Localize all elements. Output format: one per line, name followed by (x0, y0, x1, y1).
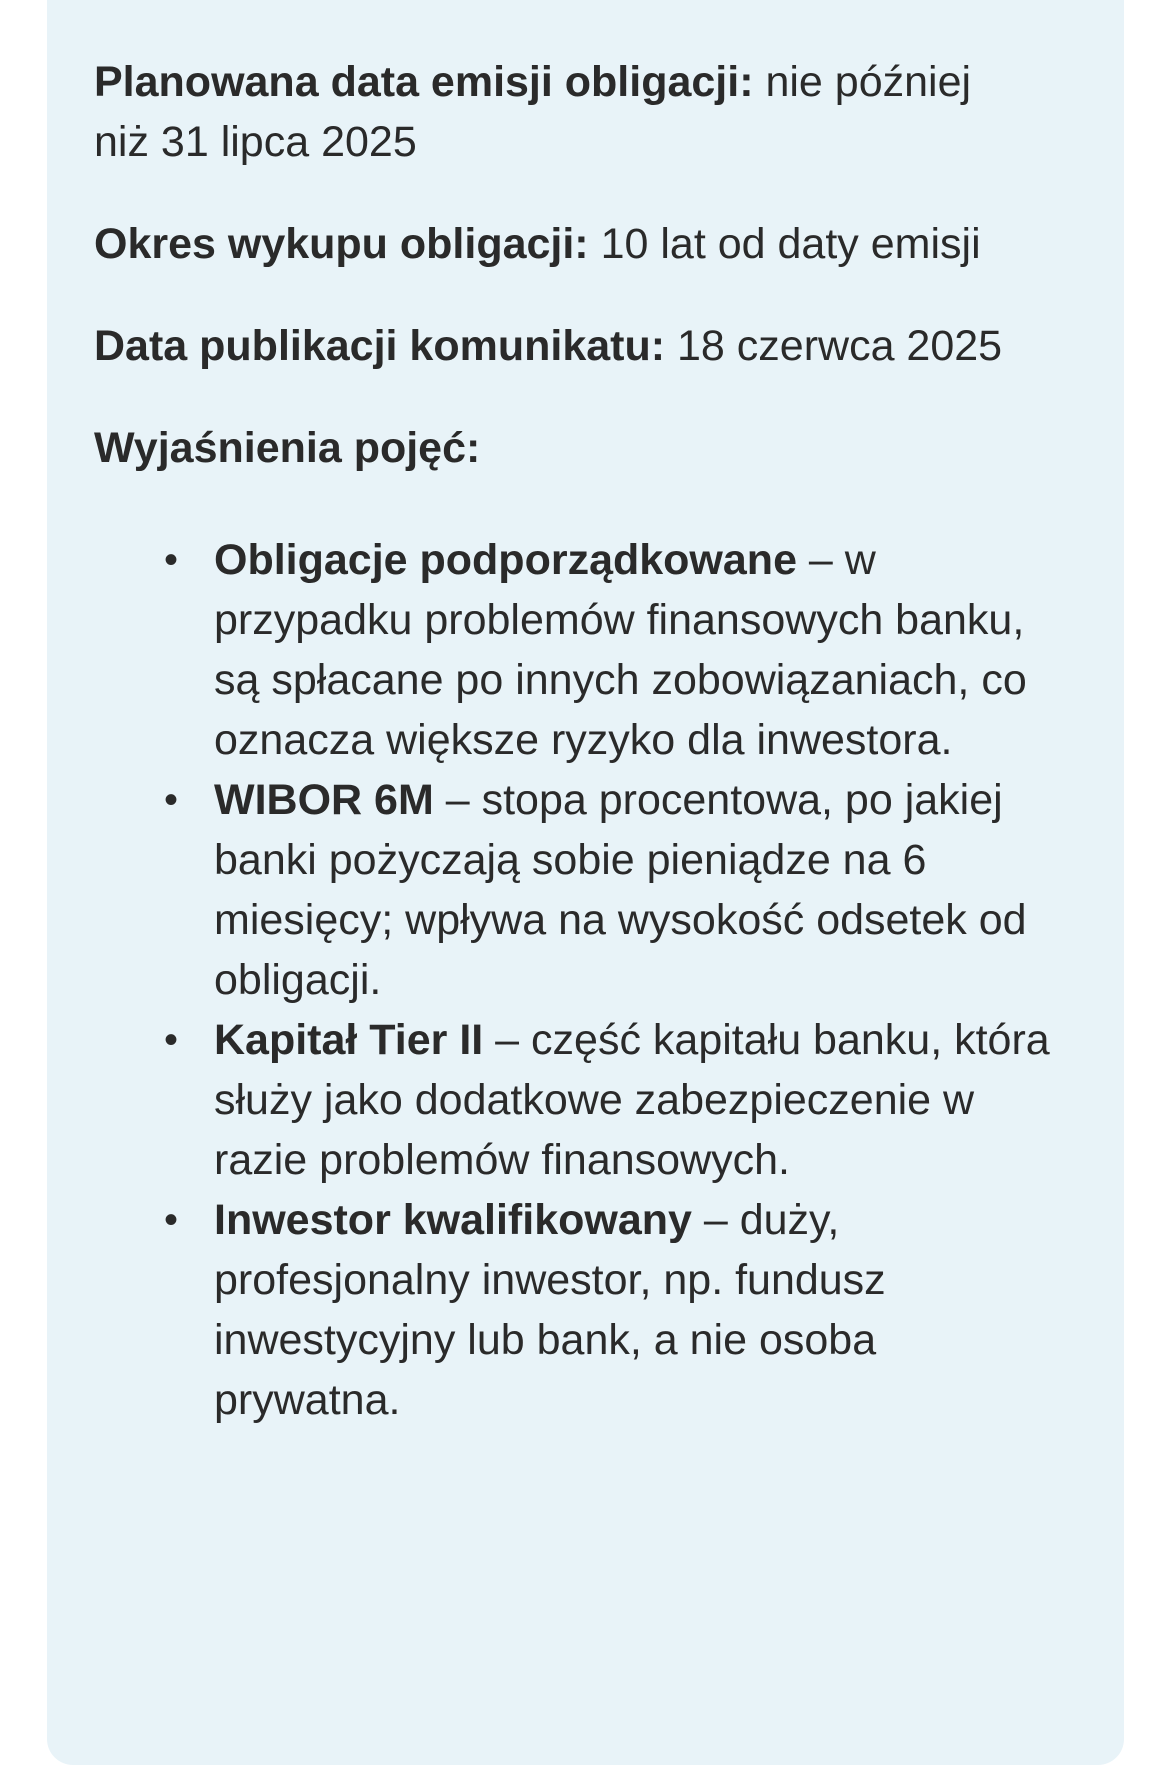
list-item (164, 770, 1064, 1010)
bullet-icon: • (164, 778, 179, 822)
term-definition: – w przypadku problemów finansowych banku, są spłacane po innych zobowiązaniach, co oznacza większe ryzyko dla inwestora. (214, 536, 1027, 764)
issue-date-value: nie później niż 31 lipca 2025 (94, 58, 972, 166)
maturity-paragraph (94, 214, 1014, 274)
term-definition: – duży, profesjonalny inwestor, np. fundusz inwestycyjny lub bank, a nie osoba prywatna. (214, 1196, 886, 1424)
list-item (164, 530, 1064, 770)
maturity-label: Okres wykupu obligacji: (94, 220, 589, 268)
glossary-heading: Wyjaśnienia pojęć: (94, 424, 481, 472)
term-definition: – stopa procentowa, po jakiej banki pożyczają sobie pieniądze na 6 miesięcy; wpływa na wysokość odsetek od obligacji. (214, 776, 1027, 1004)
term-name: Kapitał Tier II (214, 1016, 484, 1064)
bullet-icon: • (164, 1198, 179, 1242)
term-name: Inwestor kwalifikowany (214, 1196, 692, 1244)
list-item (164, 1010, 1064, 1190)
term-definition: – część kapitału banku, która służy jako dodatkowe zabezpieczenie w razie problemów finansowych. (214, 1016, 1050, 1184)
maturity-value: 10 lat od daty emisji (588, 220, 981, 268)
publication-date-label: Data publikacji komunikatu: (94, 322, 666, 370)
publication-date-paragraph (94, 316, 1014, 376)
glossary-list (94, 530, 1064, 1430)
issue-date-paragraph (94, 52, 1014, 172)
term-name: Obligacje podporządkowane (214, 536, 797, 584)
term-name: WIBOR 6M (214, 776, 434, 824)
publication-date-value: 18 czerwca 2025 (665, 322, 1003, 370)
issue-date-label: Planowana data emisji obligacji: (94, 58, 754, 106)
bullet-icon: • (164, 1018, 179, 1062)
bullet-icon: • (164, 538, 179, 582)
list-item (164, 1190, 1064, 1430)
info-card (47, 0, 1124, 1765)
